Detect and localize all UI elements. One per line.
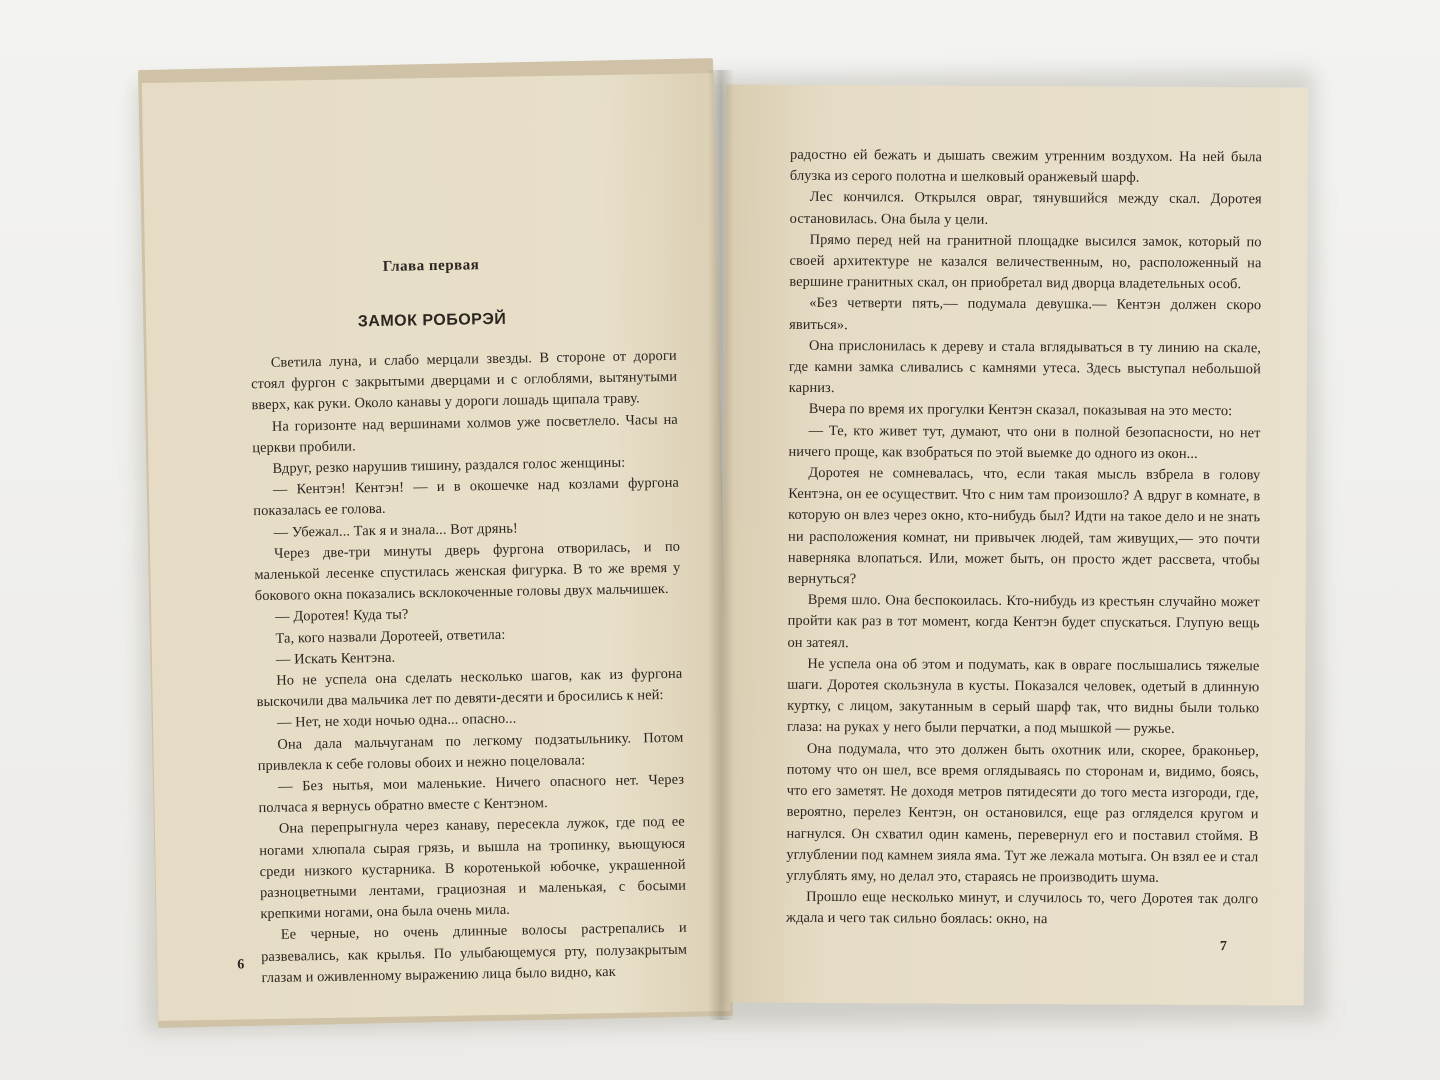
paragraph: — Убежал... Так я и знала... Вот дрянь! xyxy=(273,520,519,541)
paragraph: «Без четверти пять,— подумала девушка.— Кентэн должен скоро явиться». xyxy=(789,295,1262,333)
paragraph: радостно ей бежать и дышать свежим утренним воздухом. На ней была блузка из серого полотна и шелковый оранжевый шарф. xyxy=(789,146,1263,186)
left-page-text xyxy=(251,346,688,989)
right-page-text xyxy=(786,145,1262,932)
page-number: 6 xyxy=(237,957,245,973)
chapter-title: ЗАМОК РОБОРЭЙ xyxy=(357,310,507,331)
paragraph: Прошло еще несколько минут, и случилось то, чего Доротея так долго ждала и чего так сильно боялась: окно, на xyxy=(786,889,1259,928)
paragraph: Вчера по время их прогулки Кентэн сказал, показывая на это место: xyxy=(808,401,1233,420)
paragraph: Светила луна, и слабо мерцали звезды. В стороне от дороги стоял фургон с закрытыми дверцами и с оглоблями, вытянутыми вверх, как руки. Около канавы у дороги лошадь щипала траву. xyxy=(250,347,678,414)
paragraph: Доротея не сомневалась, что, если такая мысль взбрела в голову Кентэна, он ее осуществит. Что с ним там произошло? А вдруг в комнате, в которую он влез через окно, кто-нибудь был? Идти на такое дело и не знать ни расположения комнат, ни привычек людей, там живущих,— это почти наверняка влопаться. Или, может быть, он просто ждет рассвета, чтобы вернуться? xyxy=(787,464,1261,588)
paragraph: Вдруг, резко нарушив тишину, раздался голос женщины: xyxy=(272,454,626,477)
chapter-label: Глава первая xyxy=(382,257,480,275)
paragraph: Но не успела она сделать несколько шагов, как из фургона выскочили два мальчика лет по девяти-десяти и бросились к ней: xyxy=(256,665,683,711)
paragraph: — Кентэн! Кентэн! — и в окошечке над козлами фургона показалась ее голова. xyxy=(253,474,680,520)
paragraph: Она дала мальчуганам по легкому подзатыльнику. Потом привлекла к себе головы обоих и нежно поцеловала: xyxy=(257,729,684,775)
paragraph: Та, кого назвали Доротеей, ответила: xyxy=(275,626,506,647)
paragraph: Не успела она об этом и подумать, как в овраге послышались тяжелые шаги. Доротея скользнула в кусты. Показался человек, одетый в длинную куртку, с лицом, закутанным в серый шарф так, что видны были только глаза: на руках у него были перчатки, а под мышкой — ружье. xyxy=(787,655,1260,738)
paragraph: Она подумала, что это должен быть охотник или, скорее, браконьер, потому что он шел, все время оглядываясь по сторонам и, видимо, боясь, что его заметят. Не доходя метров пятидесяти до того места изгороди, где, вероятно, перелез Кентэн, он остановился, еще раз огляделся кругом и нагнулся. Он схватил один камень, перевернул его и поставил стоймя. В углублении под камнем зияла яма. Тут же лежала мотыга. Он взял ее и стал углублять яму, но делал это, стараясь не производить шума. xyxy=(786,740,1259,886)
paragraph: Через две-три минуты дверь фургона отворилась, и по маленькой лесенке спустилась женская фигурка. В то же время у бокового окна показались всклокоченные головы двух мальчишек. xyxy=(254,538,681,605)
paragraph: Прямо перед ней на гранитной площадке высился замок, который по своей архитектуре не казался величественным, но, расположенный на вершине гранитных скал, он приобретал вид дворца владетельных особ. xyxy=(789,231,1262,293)
paragraph: — Искать Кентэна. xyxy=(275,649,396,668)
paragraph: На горизонте над вершинами холмов уже посветлело. Часы на церкви пробили. xyxy=(252,411,678,457)
page-number: 7 xyxy=(1219,939,1227,955)
paragraph: Лес кончился. Открылся овраг, тянувшийся между скал. Доротея остановилась. Она была у цели. xyxy=(789,189,1262,228)
left-page xyxy=(142,73,730,1021)
paragraph: Ее черные, но очень длинные волосы растрепались и развевались, как крылья. По улыбающемуся рту, полузакрытым глазам и оживленному выражению лица было видно, как xyxy=(260,920,688,987)
paragraph: — Без нытья, мои маленькие. Ничего опасного нет. Через полчаса я вернусь обратно вместе с Кентэном. xyxy=(258,771,685,817)
paragraph: Она перепрыгнула через канаву, пересекла лужок, где под ее ногами хлюпала сырая грязь, и вышла на тропинку, вьющуюся среди низкого кустарника. В коротенькой юбочке, украшенной разноцветными лентами, грациозная и маленькая, с босыми крепкими ногами, она была очень мила. xyxy=(259,814,687,923)
paragraph: Время шло. Она беспокоилась. Кто-нибудь из крестьян случайно может пройти как раз в тот момент, когда Кентэн будет спускаться. Глупую вещь он затеял. xyxy=(787,592,1260,651)
paragraph: — Те, кто живет тут, думают, что они в полной безопасности, но нет ничего проще, как взобраться по этой выемке до одного из окон... xyxy=(788,422,1261,462)
right-page xyxy=(722,84,1309,1005)
paragraph: Она прислонилась к дереву и стала вглядываться в ту линию на скале, где камни замка сливались с камнями утеса. Здесь выступал небольшой карниз. xyxy=(788,337,1262,397)
paragraph: — Доротея! Куда ты? xyxy=(275,606,409,626)
paragraph: — Нет, не ходи ночью одна... опасно... xyxy=(276,711,517,732)
